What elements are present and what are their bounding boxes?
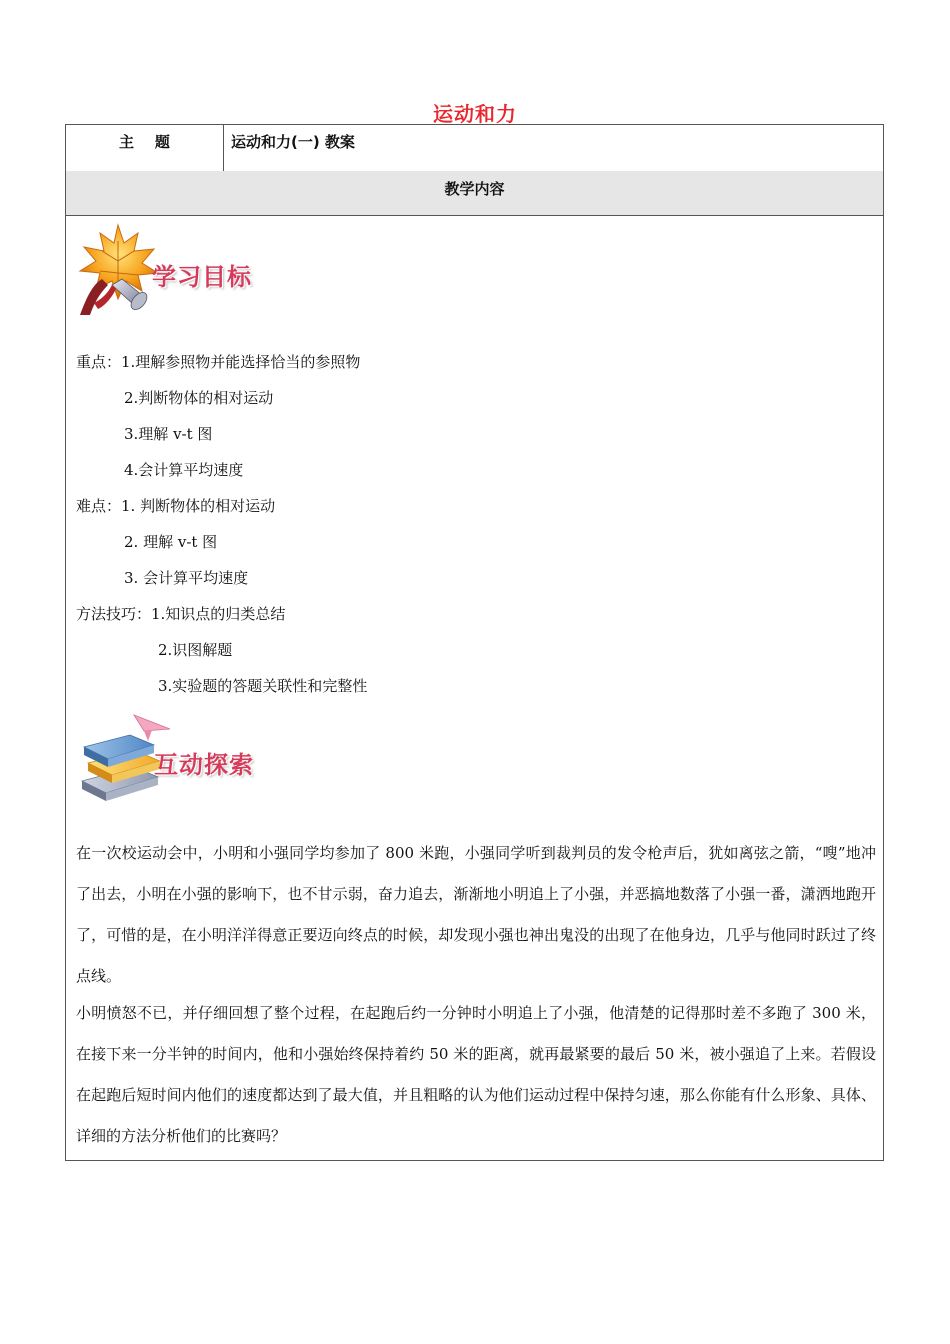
goals-line: 2.判断物体的相对运动 [124,389,274,407]
explore-paragraph: 小明愤怒不已，并仔细回想了整个过程，在起跑后约一分钟时小明追上了小强，他清楚的记得那时差不多跑了 300 米，在接下来一分半钟的时间内，他和小强始终保持着约 50 米的距离，就再最紧要的最后 50 米，被小强追了上来。若假设在起跑后短时间内他们的速度都达到了最大值，并且粗略的认为他们运动过程中保持匀速，那么你能有什么形象、具体、详细的方法分析他们的比赛吗？ [76,1004,876,1145]
maple-leaf-trumpet-icon [72,221,164,319]
explore-paragraph: 在一次校运动会中，小明和小强同学均参加了 800 米跑，小强同学听到裁判员的发令枪声后，犹如离弦之箭，“嗖”地冲了出去，小明在小强的影响下，也不甘示弱，奋力追去，渐渐地小明追上了小强，并恶搞地数落了小强一番，潇洒地跑开了，可惜的是，在小明洋洋得意正要迈向终点的时候，却发现小强也神出鬼没的出现了在他身边，几乎与他同时跃过了终点线。 [76,844,876,985]
lesson-table [65,124,884,1161]
goals-line: 3. 会计算平均速度 [124,569,249,587]
goals-line: 2. 理解 v-t 图 [124,533,218,551]
topic-label: 主 题 [66,125,224,171]
document-title: 运动和力 [433,102,517,126]
topic-value: 运动和力(一) 教案 [231,133,355,151]
goals-banner: 学习目标 [152,263,252,291]
goals-line: 2.识图解题 [158,641,233,659]
goals-line: 方法技巧：1.知识点的归类总结 [76,605,286,623]
goals-line: 3.理解 v-t 图 [124,425,213,443]
goals-line: 重点：1.理解参照物并能选择恰当的参照物 [76,353,361,371]
topic-row [66,125,883,172]
goals-line: 4.会计算平均速度 [124,461,244,479]
explore-banner: 互动探索 [154,751,254,779]
content-header: 教学内容 [66,171,883,216]
goals-line: 难点：1. 判断物体的相对运动 [76,497,276,515]
goals-line: 3.实验题的答题关联性和完整性 [158,677,368,695]
